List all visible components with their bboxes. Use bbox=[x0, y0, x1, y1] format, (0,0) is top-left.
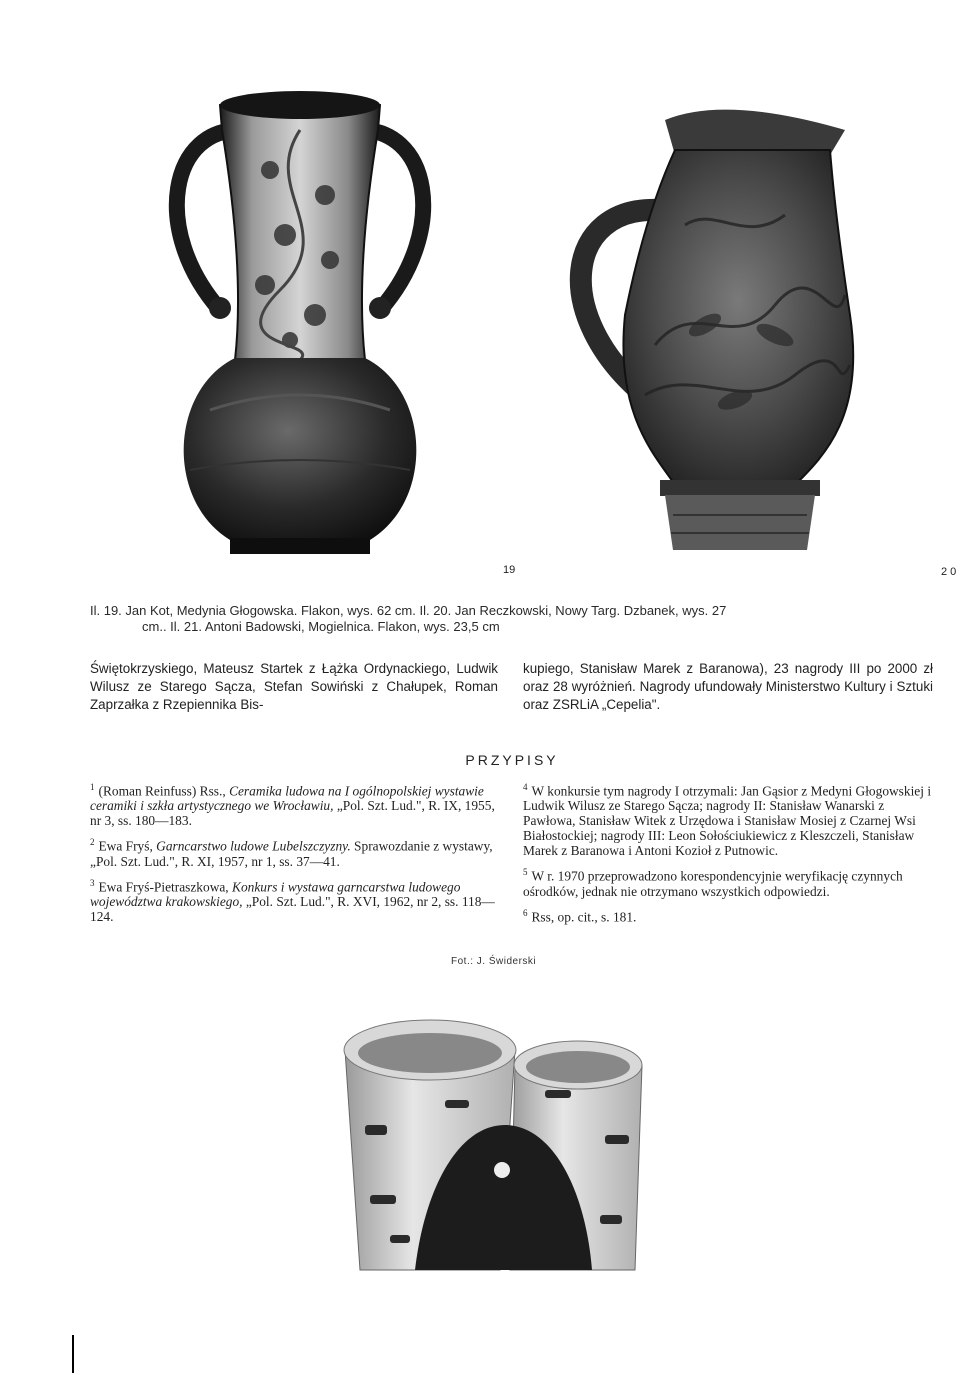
footnote-text: Rss, op. cit., s. 181. bbox=[531, 909, 637, 925]
footnote-text: Ewa Fryś, bbox=[98, 838, 157, 854]
vase-illustration bbox=[150, 70, 450, 570]
footnote-number: 6 bbox=[523, 907, 528, 918]
footnote-text: W konkursie tym nagrody I otrzymali: Jan Gąsior z Medyni Głogowskiej i Ludwik Wilusz ze Starego Sącza; nagrody II: Stanisław Wanarski z Pawłowa, Stanisław Witek z Urzędowa i Stanisław Mosiej z Czarnej Wsi Białostockiej; nagrody III: Leon Sołościukiewicz z Kleszczeli, Stanisław Marek z Baranowa i Antoni Kozioł z Putnowic. bbox=[523, 783, 932, 859]
figure-19-number: 19 bbox=[503, 564, 516, 576]
footnotes-left-column bbox=[90, 780, 500, 931]
footnote-number: 3 bbox=[90, 877, 95, 888]
footnote-number: 5 bbox=[523, 867, 528, 878]
footnote-source: „Pol. Szt. Lud.", R. IX, 1955, nr 3, ss. 180—183. bbox=[90, 798, 495, 829]
footnote-title: Garncarstwo ludowe Lubelszczyzny. bbox=[156, 838, 351, 854]
footnote-text: (Roman Reinfuss) Rss., bbox=[98, 783, 230, 799]
figure-20-pitcher-photo bbox=[545, 95, 885, 565]
footnote-5 bbox=[523, 865, 938, 898]
footnote-number: 1 bbox=[90, 782, 95, 792]
footnote-1 bbox=[90, 780, 500, 828]
figure-19-vase-photo bbox=[150, 70, 450, 570]
figure-21-birch-vase-photo bbox=[330, 1005, 650, 1285]
footnote-3 bbox=[90, 876, 500, 924]
footnotes-right-column bbox=[523, 780, 938, 931]
figure-20-number: 2 0 bbox=[941, 566, 957, 578]
body-text-left: Świętokrzyskiego, Mateusz Startek z Łążka Ordynackiego, Ludwik Wilusz ze Starego Sącza, Stefan Sowiński z Chałupek, Roman Zaprzałka z Rzepiennika Bis- bbox=[90, 661, 498, 712]
footnotes-heading: PRZYPISY bbox=[465, 752, 559, 768]
footnote-title: Konkurs i wystawa garncarstwa ludowego województwa krakowskiego, bbox=[90, 879, 461, 910]
footnote-6 bbox=[523, 906, 938, 924]
footnote-number: 2 bbox=[90, 837, 95, 848]
caption-line-2: cm.. Il. 21. Antoni Badowski, Mogielnica. Flakon, wys. 23,5 cm bbox=[142, 619, 500, 634]
body-text-right: kupiego, Stanisław Marek z Baranowa), 23 nagrody III po 2000 zł oraz 28 wyróżnień. Nagrody ufundowały Ministerstwo Kultury i Sztuki oraz ZSRLiA „Cepelia". bbox=[523, 661, 933, 712]
footnote-2 bbox=[90, 835, 500, 868]
footnote-text: W r. 1970 przeprowadzono korespondencyjnie weryfikację czynnych ośrodków, jednak nie otrzymano wszystkich odpowiedzi. bbox=[523, 868, 903, 899]
footnote-4 bbox=[523, 780, 938, 858]
footnote-number: 4 bbox=[523, 782, 528, 792]
figure-caption bbox=[90, 603, 950, 635]
footnote-text: Ewa Fryś-Pietraszkowa, bbox=[98, 879, 233, 895]
footnote-title: Ceramika ludowa na I ogólnopolskiej wystawie ceramiki i szkła artystycznego we Wrocławiu, bbox=[90, 783, 484, 814]
scan-mark bbox=[72, 1335, 74, 1373]
photo-credit: Fot.: J. Świderski bbox=[451, 956, 537, 967]
footnote-source: Sprawozdanie z wystawy, „Pol. Szt. Lud.", R. XI, 1957, nr 1, ss. 37—41. bbox=[90, 838, 493, 869]
footnote-source: „Pol. Szt. Lud.", R. XVI, 1962, nr 2, ss. 118—124. bbox=[90, 894, 495, 925]
pitcher-illustration bbox=[545, 95, 885, 565]
birch-vase-illustration bbox=[330, 1005, 650, 1285]
caption-line-1: Il. 19. Jan Kot, Medynia Głogowska. Flakon, wys. 62 cm. Il. 20. Jan Reczkowski, Nowy Targ. Dzbanek, wys. 27 bbox=[90, 603, 727, 618]
